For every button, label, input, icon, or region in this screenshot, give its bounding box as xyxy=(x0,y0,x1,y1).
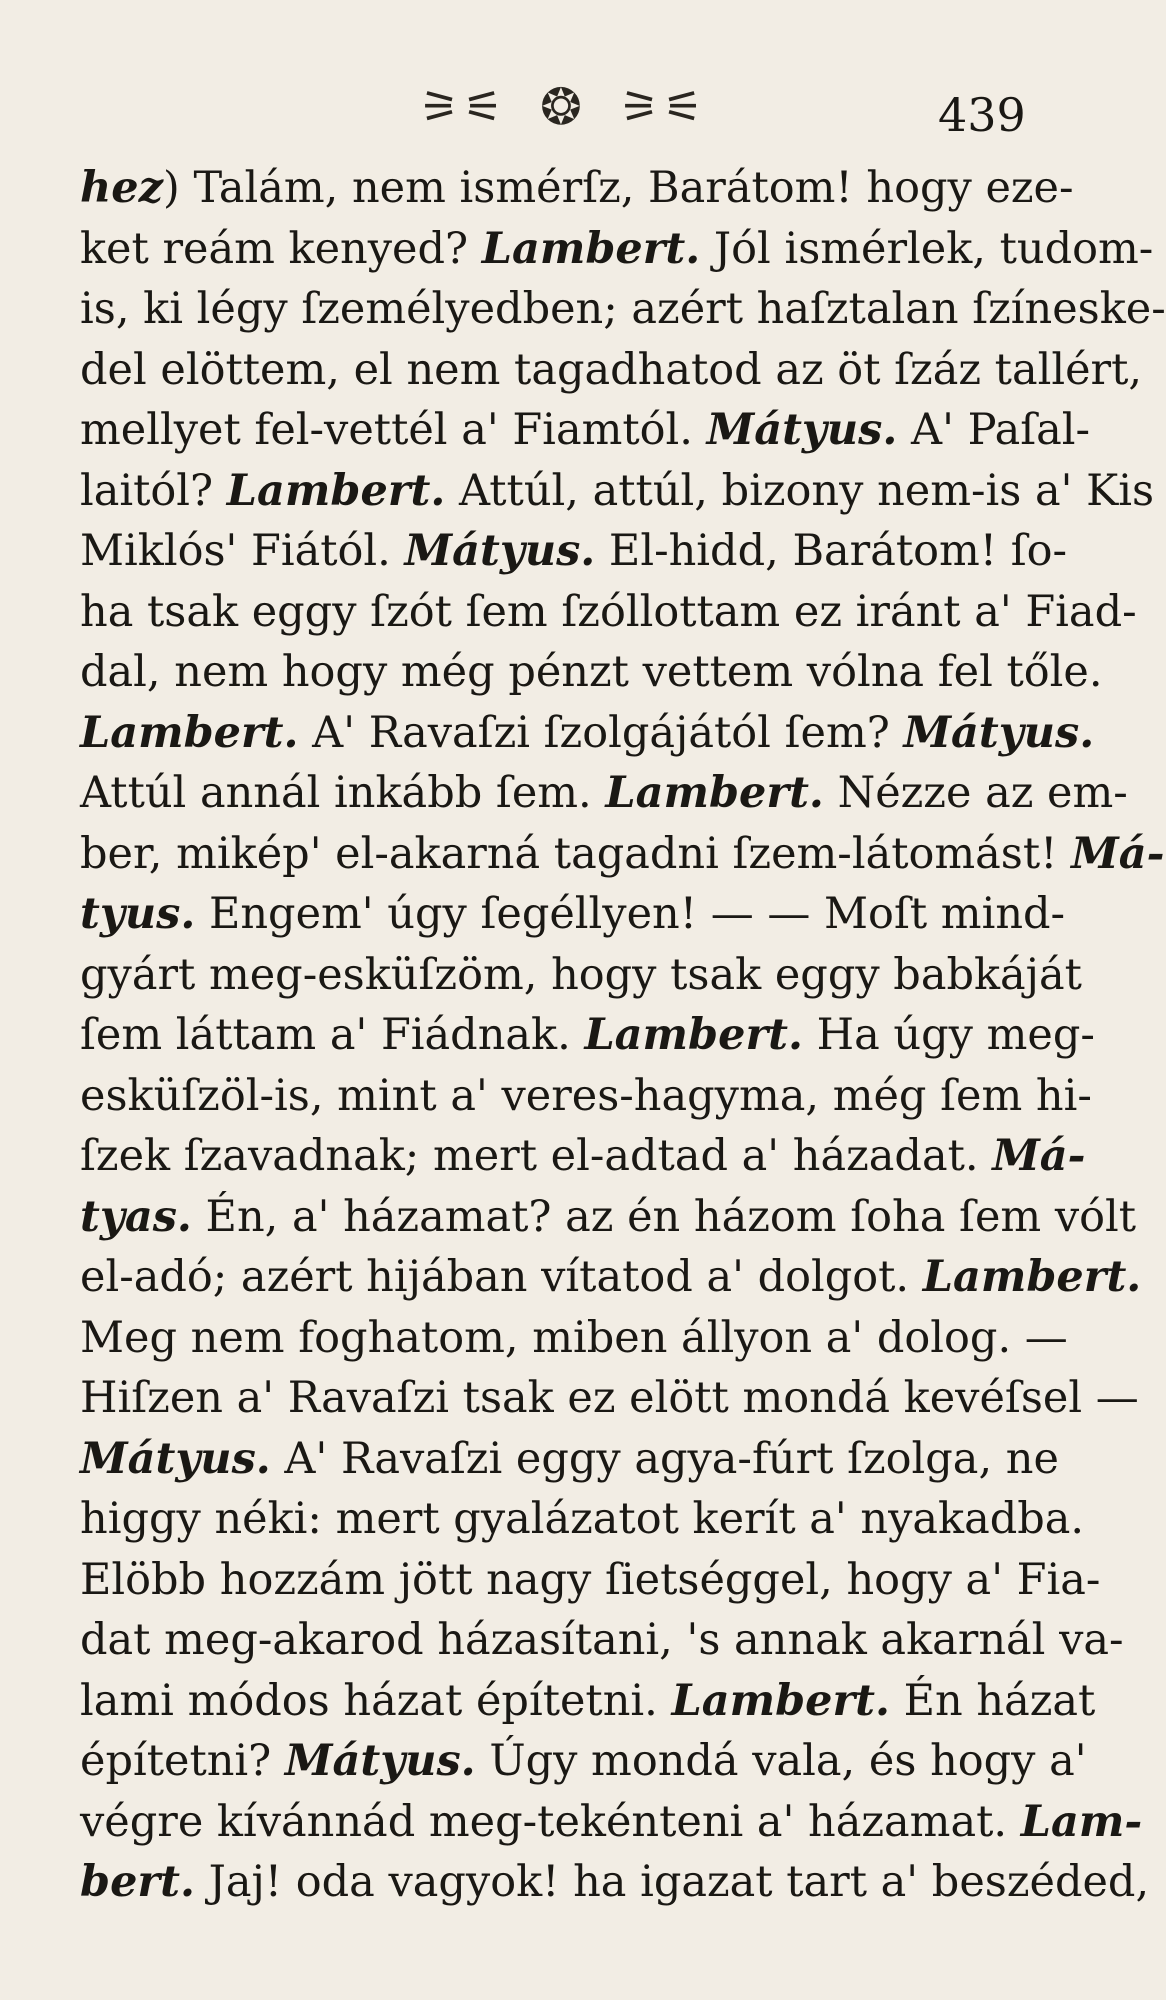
text-segment: Elöbb hozzám jött nagy ſietséggel, hogy a' Fia- xyxy=(80,1554,1101,1605)
speaker-name: Má- xyxy=(992,1131,1086,1181)
speaker-name: Lambert. xyxy=(80,707,299,758)
body-text xyxy=(80,158,1166,1913)
ornament-center-icon: ❂ xyxy=(540,78,586,136)
text-line xyxy=(80,521,1068,582)
text-segment: ha tsak eggy ſzót ſem ſzóllottam ez iránt a' Fiad- xyxy=(80,586,1137,637)
text-segment: Én házat xyxy=(890,1675,1096,1726)
text-line xyxy=(80,884,1066,945)
text-line xyxy=(80,461,1155,522)
text-line xyxy=(80,703,1095,764)
text-segment: El-hidd, Barátom! ſo- xyxy=(595,526,1068,576)
text-line xyxy=(80,219,1154,280)
text-line xyxy=(80,1308,1068,1369)
speaker-name: Má- xyxy=(1071,828,1165,879)
text-line xyxy=(80,1792,1143,1853)
text-line xyxy=(80,340,1143,401)
speaker-name: Lambert. xyxy=(481,223,701,274)
text-line xyxy=(80,279,1166,340)
text-line xyxy=(80,1005,1095,1066)
text-line xyxy=(80,642,1103,703)
text-segment: ſzek ſzavadnak; mert el-adtad a' házadat. xyxy=(80,1131,993,1181)
text-segment: mellyet fel-vettél a' Fiamtól. xyxy=(80,405,707,455)
page-header xyxy=(0,78,1115,148)
text-segment: A' Ravaſzi ſzolgájától ſem? xyxy=(298,707,904,758)
text-segment: ber, mikép' el-akarná tagadni ſzem-látomást! xyxy=(80,828,1072,879)
text-segment: Attúl annál inkább ſem. xyxy=(80,768,606,818)
speaker-name: Mátyus. xyxy=(80,1433,271,1484)
ornament-right-icon: ⚞⚟ xyxy=(620,82,707,133)
text-segment: Nézze az em- xyxy=(823,768,1128,818)
text-segment: Jól ismérlek, tudom- xyxy=(700,223,1154,274)
text-line xyxy=(80,1852,1150,1913)
speaker-name: Lambert. xyxy=(922,1252,1142,1302)
speaker-name: tyus. xyxy=(80,889,196,939)
text-segment: el-adó; azért hijában vítatod a' dolgot. xyxy=(80,1252,923,1302)
text-segment: laitól? xyxy=(80,465,227,516)
text-line xyxy=(80,1187,1137,1248)
text-segment: Úgy mondá vala, és hogy a' xyxy=(475,1736,1087,1786)
text-segment: A' Paſal- xyxy=(897,405,1091,455)
text-segment: A' Ravaſzi eggy agya-fúrt ſzolga, ne xyxy=(270,1433,1059,1484)
text-segment: dat meg-akarod házasítani, 's annak akarnál va- xyxy=(80,1615,1124,1665)
speaker-name: Mátyus. xyxy=(706,405,898,455)
text-line xyxy=(80,400,1091,461)
text-segment: del elöttem, el nem tagadhatod az öt ſzáz tallért, xyxy=(80,344,1143,395)
text-line xyxy=(80,1066,1092,1127)
text-line xyxy=(80,945,1082,1006)
text-segment: Attúl, attúl, bizony nem-is a' Kis xyxy=(445,465,1155,516)
speaker-name: hez xyxy=(80,163,164,213)
text-line xyxy=(80,1671,1096,1732)
text-line xyxy=(80,582,1137,643)
speaker-name: Lambert. xyxy=(226,465,446,516)
text-segment: Ha úgy meg- xyxy=(802,1010,1095,1060)
text-line xyxy=(80,1247,1142,1308)
speaker-name: Mátyus. xyxy=(284,1736,476,1786)
text-segment: ) Talám, nem ismérſz, Barátom! hogy eze- xyxy=(163,163,1074,213)
text-line xyxy=(80,1550,1101,1611)
text-line xyxy=(80,158,1074,219)
text-line xyxy=(80,1126,1086,1187)
speaker-name: Mátyus. xyxy=(404,526,596,576)
speaker-name: Mátyus. xyxy=(903,707,1095,758)
text-line xyxy=(80,763,1128,824)
speaker-name: tyas. xyxy=(80,1191,192,1242)
text-segment: dal, nem hogy még pénzt vettem vólna fel tőle. xyxy=(80,647,1103,697)
speaker-name: Lam- xyxy=(1020,1796,1143,1847)
speaker-name: Lambert. xyxy=(671,1675,890,1726)
text-line xyxy=(80,1429,1059,1490)
page-number: 439 xyxy=(938,88,1026,142)
text-segment: higgy néki: mert gyalázatot kerít a' nyakadba. xyxy=(80,1494,1085,1544)
text-line xyxy=(80,824,1165,885)
text-segment: Én, a' házamat? az én házom ſoha ſem vólt xyxy=(191,1191,1137,1242)
text-segment: Meg nem foghatom, miben állyon a' dolog. — xyxy=(80,1312,1068,1363)
text-segment: Engem' úgy ſegéllyen! — — Moſt mind- xyxy=(195,889,1066,939)
text-line xyxy=(80,1610,1124,1671)
ornament-left-icon: ⚞⚟ xyxy=(420,82,507,133)
text-line xyxy=(80,1489,1085,1550)
text-segment: Hiſzen a' Ravaſzi tsak ez elött mondá kevéſsel — xyxy=(80,1373,1139,1423)
text-segment: is, ki légy ſzemélyedben; azért haſztalan ſzíneske- xyxy=(80,284,1166,334)
speaker-name: Lambert. xyxy=(605,768,824,818)
speaker-name: Lambert. xyxy=(584,1010,803,1060)
text-segment: ket reám kenyed? xyxy=(80,223,482,274)
text-segment: gyárt meg-esküſzöm, hogy tsak eggy babkáját xyxy=(80,949,1082,1000)
speaker-name: bert. xyxy=(80,1857,195,1907)
text-segment: Miklós' Fiától. xyxy=(80,526,405,576)
text-segment: végre kívánnád meg-tekénteni a' házamat. xyxy=(80,1796,1021,1847)
text-line xyxy=(80,1368,1139,1429)
text-line xyxy=(80,1731,1087,1792)
text-segment: esküſzöl-is, mint a' veres-hagyma, még ſem hi- xyxy=(80,1070,1092,1121)
text-segment: Jaj! oda vagyok! ha igazat tart a' beszéded, xyxy=(194,1857,1150,1907)
text-segment: építetni? xyxy=(80,1736,285,1786)
text-segment: ſem láttam a' Fiádnak. xyxy=(80,1010,585,1060)
text-segment: lami módos házat építetni. xyxy=(80,1675,672,1726)
